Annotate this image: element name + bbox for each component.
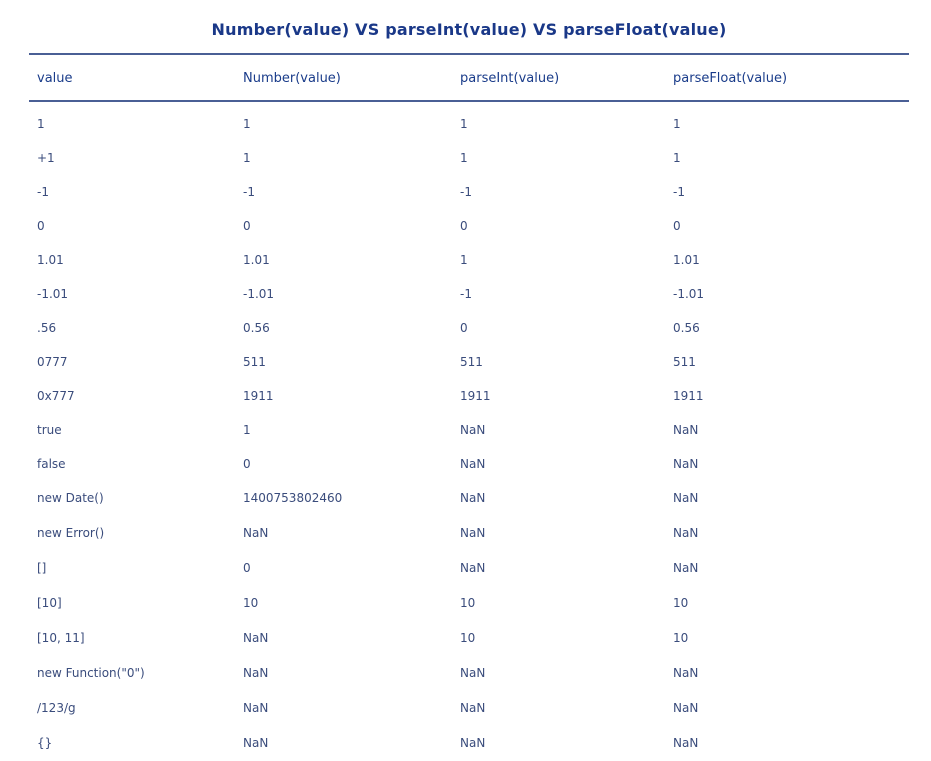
number-cell: NaN: [243, 631, 269, 645]
table-row: [0, 389, 931, 409]
parsefloat-cell: 1.01: [673, 253, 700, 267]
table-row: [0, 666, 931, 686]
value-cell: {}: [37, 736, 53, 750]
header-divider-rule: [29, 100, 909, 102]
parsefloat-cell: 0.56: [673, 321, 700, 335]
table-row: [0, 151, 931, 171]
value-cell: -1.01: [37, 287, 69, 301]
number-cell: 0: [243, 457, 251, 471]
value-cell: +1: [37, 151, 55, 165]
number-cell: 0: [243, 561, 251, 575]
parsefloat-cell: NaN: [673, 561, 699, 575]
number-cell: 1: [243, 423, 251, 437]
table-row: [0, 701, 931, 721]
parseint-cell: NaN: [460, 561, 486, 575]
parsefloat-cell: 10: [673, 596, 689, 610]
value-cell: []: [37, 561, 47, 575]
table-row: [0, 457, 931, 477]
parsefloat-cell: -1: [673, 185, 685, 199]
parsefloat-cell: 0: [673, 219, 681, 233]
value-cell: [10, 11]: [37, 631, 85, 645]
parseint-cell: NaN: [460, 666, 486, 680]
value-cell: 1: [37, 117, 45, 131]
table-row: [0, 526, 931, 546]
parsefloat-cell: 511: [673, 355, 696, 369]
parseint-cell: NaN: [460, 457, 486, 471]
parseint-cell: NaN: [460, 701, 486, 715]
parsefloat-cell: NaN: [673, 491, 699, 505]
value-cell: [10]: [37, 596, 62, 610]
number-cell: 511: [243, 355, 266, 369]
number-cell: 1: [243, 151, 251, 165]
table-row: [0, 185, 931, 205]
value-cell: -1: [37, 185, 49, 199]
value-cell: 1.01: [37, 253, 64, 267]
parsefloat-cell: NaN: [673, 701, 699, 715]
parseint-cell: NaN: [460, 736, 486, 750]
parseint-cell: 10: [460, 631, 476, 645]
number-cell: 1400753802460: [243, 491, 343, 505]
parseint-cell: -1: [460, 287, 472, 301]
parseint-cell: 511: [460, 355, 483, 369]
parseint-cell: 1: [460, 117, 468, 131]
number-cell: -1.01: [243, 287, 275, 301]
table-row: [0, 219, 931, 239]
parsefloat-cell: NaN: [673, 423, 699, 437]
number-cell: NaN: [243, 736, 269, 750]
parseint-cell: NaN: [460, 526, 486, 540]
value-cell: new Function("0"): [37, 666, 145, 680]
number-cell: 0.56: [243, 321, 270, 335]
number-cell: 1: [243, 117, 251, 131]
column-header-parsefloat: parseFloat(value): [673, 71, 788, 86]
table-row: [0, 491, 931, 511]
parsefloat-cell: NaN: [673, 666, 699, 680]
column-header-number: Number(value): [243, 71, 341, 86]
table-top-rule: [29, 53, 909, 55]
parseint-cell: 10: [460, 596, 476, 610]
table-row: [0, 117, 931, 137]
parseint-cell: 1: [460, 151, 468, 165]
table-row: [0, 287, 931, 307]
table-row: [0, 561, 931, 581]
number-cell: 0: [243, 219, 251, 233]
parsefloat-cell: NaN: [673, 526, 699, 540]
parsefloat-cell: -1.01: [673, 287, 705, 301]
table-row: [0, 736, 931, 756]
parsefloat-cell: 1911: [673, 389, 704, 403]
number-cell: 1911: [243, 389, 274, 403]
parseint-cell: 1911: [460, 389, 491, 403]
page-title: Number(value) VS parseInt(value) VS parseFloat(value): [211, 20, 727, 39]
column-header-parseint: parseInt(value): [460, 71, 560, 86]
parsefloat-cell: 1: [673, 117, 681, 131]
column-header-value: value: [37, 71, 73, 86]
table-row: [0, 423, 931, 443]
number-cell: NaN: [243, 666, 269, 680]
number-cell: NaN: [243, 526, 269, 540]
number-cell: NaN: [243, 701, 269, 715]
value-cell: /123/g: [37, 701, 76, 715]
value-cell: false: [37, 457, 66, 471]
value-cell: 0x777: [37, 389, 75, 403]
parseint-cell: -1: [460, 185, 472, 199]
table-row: [0, 321, 931, 341]
value-cell: true: [37, 423, 62, 437]
number-cell: 1.01: [243, 253, 270, 267]
parseint-cell: 0: [460, 219, 468, 233]
table-row: [0, 596, 931, 616]
value-cell: new Date(): [37, 491, 104, 505]
parsefloat-cell: 1: [673, 151, 681, 165]
parseint-cell: NaN: [460, 491, 486, 505]
value-cell: .56: [37, 321, 57, 335]
parseint-cell: NaN: [460, 423, 486, 437]
parsefloat-cell: 10: [673, 631, 689, 645]
table-row: [0, 355, 931, 375]
value-cell: 0777: [37, 355, 68, 369]
table-row: [0, 253, 931, 273]
number-cell: -1: [243, 185, 255, 199]
number-cell: 10: [243, 596, 259, 610]
table-row: [0, 631, 931, 651]
parsefloat-cell: NaN: [673, 457, 699, 471]
parseint-cell: 0: [460, 321, 468, 335]
value-cell: new Error(): [37, 526, 105, 540]
value-cell: 0: [37, 219, 45, 233]
parsefloat-cell: NaN: [673, 736, 699, 750]
parseint-cell: 1: [460, 253, 468, 267]
